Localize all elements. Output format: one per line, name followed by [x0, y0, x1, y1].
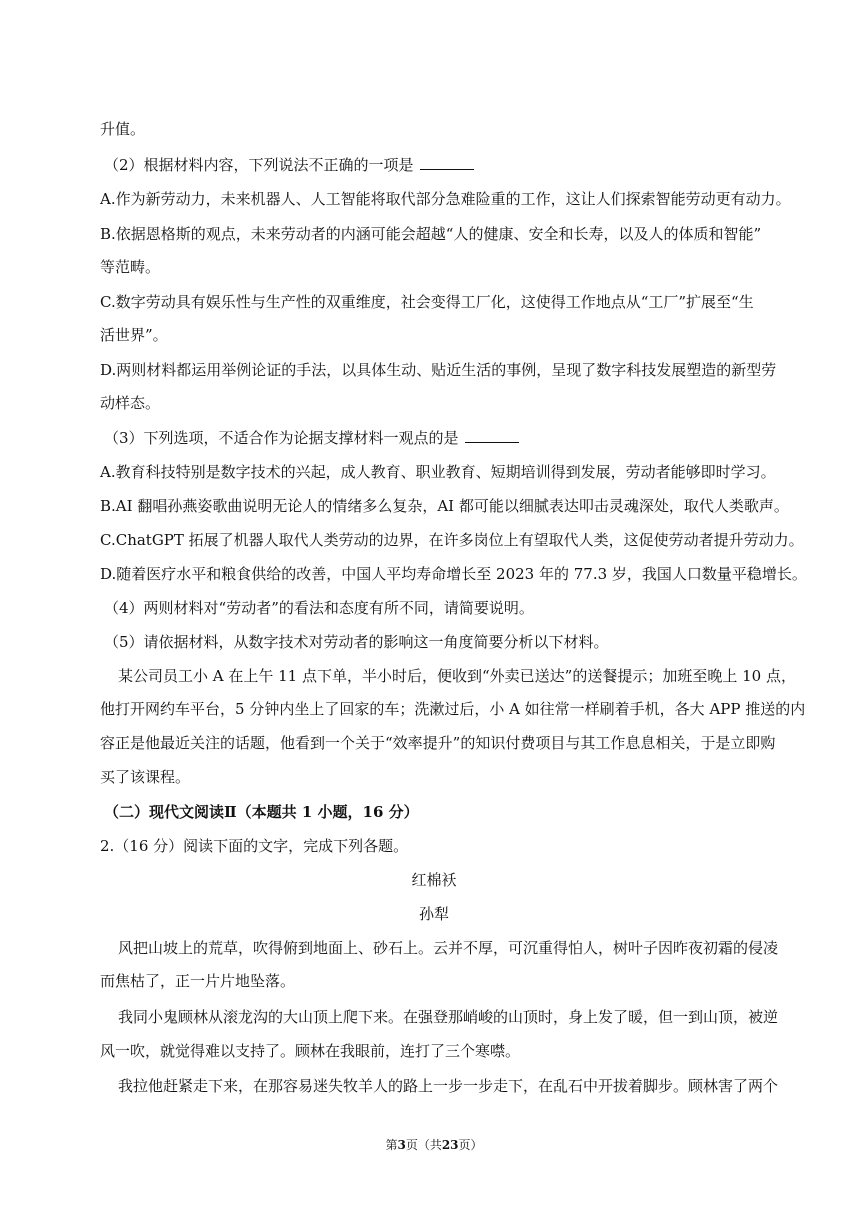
story-title: 红棉袄 [411, 871, 457, 889]
option-d: D.随着医疗水平和粮食供给的改善，中国人平均寿命增长至 2023 年的 77.3 岁，我国人口数量平稳增长。 [100, 565, 807, 583]
material-line: 他打开网约车平台，5 分钟内坐上了回家的车；洗漱过后，小 A 如往常一样刷着手机，各大 APP 推送的内 [100, 700, 806, 718]
footer-total-pages: 23 [441, 1138, 459, 1152]
story-paragraph: 风把山坡上的荒草，吹得俯到地面上、砂石上。云并不厚，可沉重得怕人，树叶子因昨夜初霜的侵凌 [118, 939, 779, 957]
option-d: D.两则材料都运用举例论证的手法，以具体生动、贴近生活的事例，呈现了数字科技发展塑造的新型劳 [100, 361, 777, 379]
material-paragraph: 某公司员工小 A 在上午 11 点下单，半小时后，便收到“外卖已送达”的送餐提示；加班至晚上 10 点， [118, 667, 796, 685]
question-3-text: （3）下列选项，不适合作为论据支撑材料一观点的是 [104, 429, 459, 447]
option-c-cont: 活世界”。 [100, 326, 168, 344]
answer-blank [420, 155, 474, 170]
story-line: 风一吹，就觉得难以支持了。顾林在我眼前，连打了三个寒噤。 [100, 1042, 521, 1060]
footer-middle: 页（共 [405, 1138, 442, 1152]
story-paragraph: 我拉他赶紧走下来，在那容易迷失牧羊人的路上一步一步走下，在乱石中开拔着脚步。顾林害了两个 [118, 1077, 779, 1095]
option-a: A.作为新劳动力，未来机器人、人工智能将取代部分急难险重的工作，这让人们探索智能劳动更有动力。 [100, 190, 791, 208]
footer-suffix: 页） [458, 1138, 483, 1152]
option-b-cont: 等范畴。 [100, 258, 161, 276]
question-3-prompt [104, 428, 794, 448]
story-author: 孙犁 [418, 905, 449, 923]
text-line: 升值。 [100, 120, 146, 138]
story-paragraph: 我同小鬼顾林从滚龙沟的大山顶上爬下来。在强登那峭峻的山顶时，身上发了暖，但一到山顶，被逆 [118, 1008, 779, 1026]
option-b: B.AI 翻唱孙燕姿歌曲说明无论人的情绪多么复杂，AI 都可能以细腻表达叩击灵魂深处，取代人类歌声。 [100, 497, 789, 515]
footer-prefix: 第 [385, 1138, 398, 1152]
question-2-text: （2）根据材料内容，下列说法不正确的一项是 [104, 156, 414, 174]
question-2-prompt [104, 155, 794, 175]
page-footer [0, 1137, 868, 1153]
answer-blank [465, 428, 519, 443]
option-d-cont: 动样态。 [100, 394, 161, 412]
question-5: （5）请依据材料，从数字技术对劳动者的影响这一角度简要分析以下材料。 [104, 633, 609, 651]
option-a: A.教育科技特别是数字技术的兴起，成人教育、职业教育、短期培训得到发展，劳动者能够即时学习。 [100, 463, 776, 481]
material-line: 买了该课程。 [100, 768, 191, 786]
material-line: 容正是他最近关注的话题，他看到一个关于“效率提升”的知识付费项目与其工作息息相关，于是立即购 [100, 734, 776, 752]
option-c: C.ChatGPT 拓展了机器人取代人类劳动的边界，在许多岗位上有望取代人类，这促使劳动者提升劳动力。 [100, 531, 804, 549]
option-c: C.数字劳动具有娱乐性与生产性的双重维度，社会变得工厂化，这使得工作地点从“工厂”扩展至“生 [100, 293, 754, 311]
footer-page-number: 3 [397, 1138, 406, 1152]
question-4: （4）两则材料对“劳动者”的看法和态度有所不同，请简要说明。 [104, 599, 534, 617]
story-line: 而焦枯了，正一片片地坠落。 [100, 972, 296, 990]
question-2-heading: 2.（16 分）阅读下面的文字，完成下列各题。 [100, 837, 409, 855]
option-b: B.依据恩格斯的观点，未来劳动者的内涵可能会超越“人的健康、安全和长寿，以及人的体质和智能” [100, 225, 762, 243]
section-heading: （二）现代文阅读Ⅱ（本题共 1 小题，16 分） [104, 803, 419, 821]
